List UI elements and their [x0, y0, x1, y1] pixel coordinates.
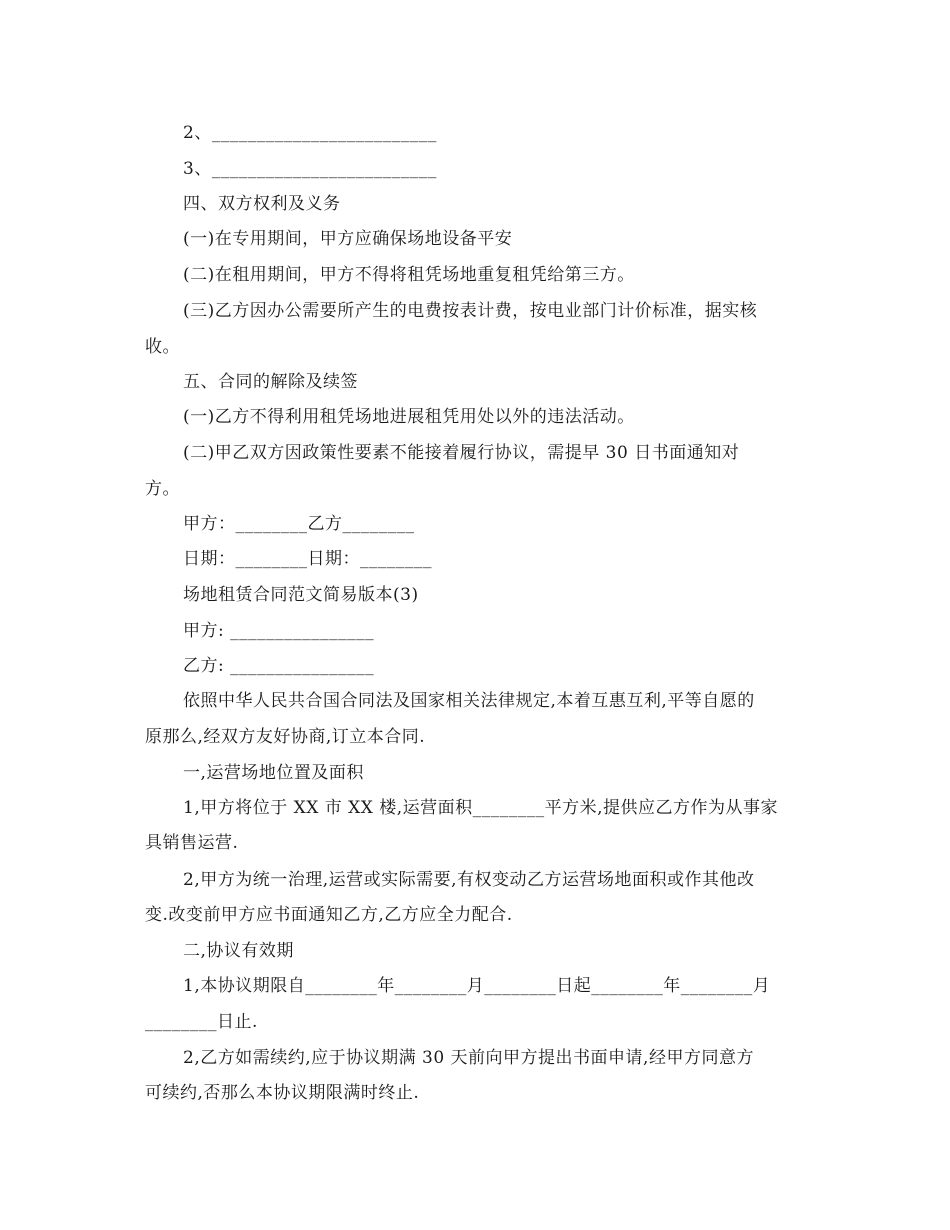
paragraph-line: 2,乙方如需续约,应于协议期满 30 天前向甲方提出书面申请,经甲方同意方 [183, 1048, 754, 1068]
paragraph-line: (一)乙方不得利用租凭场地进展租凭用处以外的违法活动。 [183, 407, 635, 427]
date-line: 日期：________日期：________ [183, 549, 432, 569]
section-heading: 四、双方权利及义务 [183, 194, 341, 214]
paragraph-line: 可续约,否那么本协议期限满时终止. [145, 1083, 420, 1103]
paragraph-line: (二)在租用期间，甲方不得将租凭场地重复租凭给第三方。 [183, 265, 635, 285]
section-heading: 五、合同的解除及续签 [183, 372, 358, 392]
party-b-line: 乙方: ________________ [183, 656, 375, 676]
paragraph-line: 依照中华人民共合国合同法及国家相关法律规定,本着互惠互利,平等自愿的 [183, 691, 755, 711]
paragraph-line: 1,本协议期限自________年________月________日起________年________月 [183, 976, 771, 996]
paragraph-line: 收。 [145, 337, 180, 357]
section-heading: 一,运营场地位置及面积 [183, 763, 364, 783]
paragraph-line: (三)乙方因办公需要所产生的电费按表计费，按电业部门计价标准，据实核 [183, 301, 758, 321]
signature-line: 甲方：________乙方________ [183, 514, 415, 534]
document-subtitle: 场地租赁合同范文简易版本(3) [183, 585, 419, 605]
party-a-line: 甲方: ________________ [183, 621, 375, 641]
paragraph-line: ________日止. [145, 1012, 258, 1032]
paragraph-line: (二)甲乙双方因政策性要素不能接着履行协议，需提早 30 日书面通知对 [183, 443, 740, 463]
paragraph-line: 2,甲方为统一治理,运营或实际需要,有权变动乙方运营场地面积或作其他改 [183, 870, 755, 890]
paragraph-line: 1,甲方将位于 XX 市 XX 楼,运营面积________平方米,提供应乙方作为从事家 [183, 798, 779, 818]
blank-item-3: 3、_________________________ [183, 159, 437, 179]
paragraph-line: (一)在专用期间，甲方应确保场地设备平安 [183, 229, 513, 249]
paragraph-line: 具销售运营. [145, 833, 239, 853]
blank-item-2: 2、_________________________ [183, 123, 437, 143]
section-heading: 二,协议有效期 [183, 941, 294, 961]
paragraph-line: 原那么,经双方友好协商,订立本合同. [145, 727, 426, 747]
paragraph-line: 方。 [145, 479, 180, 499]
paragraph-line: 变.改变前甲方应书面通知乙方,乙方应全力配合. [145, 905, 513, 925]
